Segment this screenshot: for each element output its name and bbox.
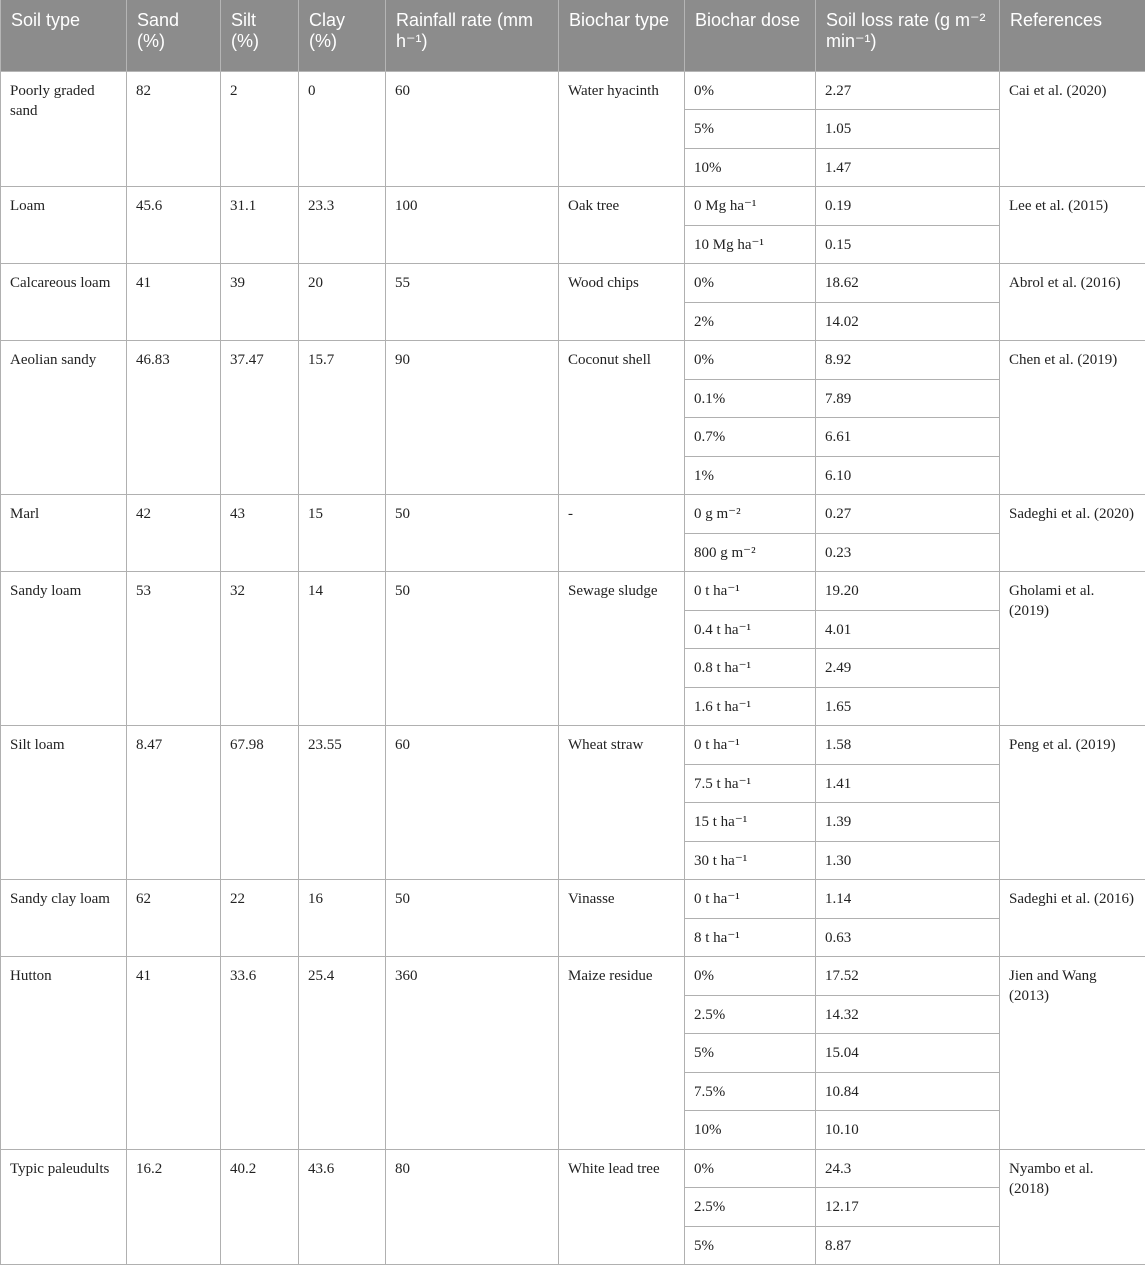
soil-type-cell: Hutton [1,957,127,1150]
silt-cell: 43 [221,495,299,572]
biochar-dose-cell: 0% [685,71,816,110]
clay-cell: 25.4 [299,957,386,1150]
soil-type-cell: Typic paleudults [1,1149,127,1265]
biochar-dose-cell: 0.4 t ha⁻¹ [685,610,816,649]
biochar-type-cell: Maize residue [559,957,685,1150]
table-row [1,1149,1145,1188]
clay-cell: 43.6 [299,1149,386,1265]
soil-type-cell: Marl [1,495,127,572]
table-row [1,726,1145,765]
soil-loss-cell: 4.01 [816,610,1000,649]
rainfall-cell: 80 [386,1149,559,1265]
biochar-dose-cell: 0% [685,957,816,996]
soil-loss-cell: 2.27 [816,71,1000,110]
rainfall-cell: 50 [386,495,559,572]
soil-loss-cell: 0.27 [816,495,1000,534]
header-row [1,0,1145,71]
biochar-type-cell: - [559,495,685,572]
biochar-dose-cell: 1% [685,456,816,495]
reference-cell: Nyambo et al. (2018) [1000,1149,1145,1265]
clay-cell: 15.7 [299,341,386,495]
biochar-type-cell: Coconut shell [559,341,685,495]
soil-loss-cell: 19.20 [816,572,1000,611]
header-references: References [1000,0,1145,71]
reference-cell: Lee et al. (2015) [1000,187,1145,264]
soil-loss-cell: 1.41 [816,764,1000,803]
clay-cell: 20 [299,264,386,341]
reference-cell: Jien and Wang (2013) [1000,957,1145,1150]
sand-cell: 16.2 [127,1149,221,1265]
biochar-dose-cell: 5% [685,1226,816,1265]
reference-cell: Abrol et al. (2016) [1000,264,1145,341]
biochar-dose-cell: 0% [685,264,816,303]
soil-loss-cell: 10.10 [816,1111,1000,1150]
header-clay: Clay (%) [299,0,386,71]
soil-loss-cell: 1.39 [816,803,1000,842]
reference-cell: Gholami et al. (2019) [1000,572,1145,726]
table-row [1,71,1145,110]
biochar-dose-cell: 8 t ha⁻¹ [685,918,816,957]
reference-cell: Sadeghi et al. (2020) [1000,495,1145,572]
soil-loss-cell: 0.19 [816,187,1000,226]
silt-cell: 22 [221,880,299,957]
biochar-dose-cell: 0 t ha⁻¹ [685,880,816,919]
biochar-type-cell: White lead tree [559,1149,685,1265]
silt-cell: 33.6 [221,957,299,1150]
soil-loss-cell: 8.87 [816,1226,1000,1265]
biochar-dose-cell: 10% [685,148,816,187]
clay-cell: 16 [299,880,386,957]
soil-loss-cell: 1.47 [816,148,1000,187]
rainfall-cell: 360 [386,957,559,1150]
reference-cell: Peng et al. (2019) [1000,726,1145,880]
soil-loss-cell: 1.05 [816,110,1000,149]
soil-loss-cell: 8.92 [816,341,1000,380]
table-row [1,572,1145,611]
header-soil-loss-rate: Soil loss rate (g m⁻² min⁻¹) [816,0,1000,71]
silt-cell: 37.47 [221,341,299,495]
sand-cell: 45.6 [127,187,221,264]
soil-loss-cell: 14.02 [816,302,1000,341]
silt-cell: 40.2 [221,1149,299,1265]
table-row [1,187,1145,226]
table-row [1,341,1145,380]
silt-cell: 39 [221,264,299,341]
biochar-dose-cell: 5% [685,110,816,149]
soil-loss-cell: 24.3 [816,1149,1000,1188]
biochar-dose-cell: 30 t ha⁻¹ [685,841,816,880]
soil-type-cell: Calcareous loam [1,264,127,341]
soil-loss-cell: 12.17 [816,1188,1000,1227]
soil-loss-cell: 0.63 [816,918,1000,957]
biochar-dose-cell: 0 Mg ha⁻¹ [685,187,816,226]
biochar-dose-cell: 800 g m⁻² [685,533,816,572]
rainfall-cell: 90 [386,341,559,495]
soil-loss-cell: 1.58 [816,726,1000,765]
rainfall-cell: 50 [386,572,559,726]
sand-cell: 62 [127,880,221,957]
soil-type-cell: Poorly graded sand [1,71,127,187]
biochar-dose-cell: 2% [685,302,816,341]
clay-cell: 14 [299,572,386,726]
silt-cell: 67.98 [221,726,299,880]
rainfall-cell: 60 [386,726,559,880]
table-row [1,495,1145,534]
clay-cell: 23.55 [299,726,386,880]
biochar-dose-cell: 0.8 t ha⁻¹ [685,649,816,688]
soil-loss-cell: 1.14 [816,880,1000,919]
header-biochar-dose: Biochar dose [685,0,816,71]
soil-loss-cell: 0.15 [816,225,1000,264]
reference-cell: Sadeghi et al. (2016) [1000,880,1145,957]
biochar-dose-cell: 2.5% [685,1188,816,1227]
biochar-type-cell: Sewage sludge [559,572,685,726]
rainfall-cell: 50 [386,880,559,957]
silt-cell: 2 [221,71,299,187]
soil-loss-cell: 1.65 [816,687,1000,726]
sand-cell: 42 [127,495,221,572]
soil-loss-cell: 1.30 [816,841,1000,880]
sand-cell: 82 [127,71,221,187]
biochar-type-cell: Water hyacinth [559,71,685,187]
soil-loss-cell: 10.84 [816,1072,1000,1111]
header-silt: Silt (%) [221,0,299,71]
biochar-dose-cell: 1.6 t ha⁻¹ [685,687,816,726]
soil-loss-cell: 6.61 [816,418,1000,457]
biochar-type-cell: Oak tree [559,187,685,264]
rainfall-cell: 100 [386,187,559,264]
biochar-dose-cell: 0.1% [685,379,816,418]
soil-type-cell: Sandy loam [1,572,127,726]
biochar-dose-cell: 0% [685,1149,816,1188]
table-header [1,0,1145,71]
rainfall-cell: 60 [386,71,559,187]
table-row [1,957,1145,996]
biochar-type-cell: Vinasse [559,880,685,957]
soil-type-cell: Sandy clay loam [1,880,127,957]
biochar-type-cell: Wood chips [559,264,685,341]
biochar-dose-cell: 10% [685,1111,816,1150]
header-rainfall-rate: Rainfall rate (mm h⁻¹) [386,0,559,71]
soil-loss-cell: 0.23 [816,533,1000,572]
biochar-dose-cell: 10 Mg ha⁻¹ [685,225,816,264]
soil-loss-cell: 17.52 [816,957,1000,996]
soil-loss-cell: 7.89 [816,379,1000,418]
biochar-dose-cell: 0 g m⁻² [685,495,816,534]
biochar-dose-cell: 7.5 t ha⁻¹ [685,764,816,803]
biochar-dose-cell: 0.7% [685,418,816,457]
biochar-dose-cell: 5% [685,1034,816,1073]
biochar-dose-cell: 0 t ha⁻¹ [685,572,816,611]
header-soil-type: Soil type [1,0,127,71]
table-row [1,264,1145,303]
soil-loss-cell: 14.32 [816,995,1000,1034]
clay-cell: 15 [299,495,386,572]
header-sand: Sand (%) [127,0,221,71]
sand-cell: 53 [127,572,221,726]
sand-cell: 8.47 [127,726,221,880]
silt-cell: 32 [221,572,299,726]
silt-cell: 31.1 [221,187,299,264]
header-biochar-type: Biochar type [559,0,685,71]
soil-loss-cell: 2.49 [816,649,1000,688]
sand-cell: 41 [127,957,221,1150]
soil-loss-cell: 18.62 [816,264,1000,303]
biochar-type-cell: Wheat straw [559,726,685,880]
sand-cell: 41 [127,264,221,341]
soil-type-cell: Aeolian sandy [1,341,127,495]
clay-cell: 0 [299,71,386,187]
biochar-dose-cell: 0% [685,341,816,380]
biochar-dose-cell: 15 t ha⁻¹ [685,803,816,842]
sand-cell: 46.83 [127,341,221,495]
reference-cell: Cai et al. (2020) [1000,71,1145,187]
biochar-dose-cell: 7.5% [685,1072,816,1111]
table-body [1,71,1145,1265]
biochar-dose-cell: 0 t ha⁻¹ [685,726,816,765]
clay-cell: 23.3 [299,187,386,264]
soil-loss-cell: 15.04 [816,1034,1000,1073]
soil-type-cell: Silt loam [1,726,127,880]
table-row [1,880,1145,919]
biochar-dose-cell: 2.5% [685,995,816,1034]
reference-cell: Chen et al. (2019) [1000,341,1145,495]
soil-type-cell: Loam [1,187,127,264]
rainfall-cell: 55 [386,264,559,341]
soil-loss-cell: 6.10 [816,456,1000,495]
